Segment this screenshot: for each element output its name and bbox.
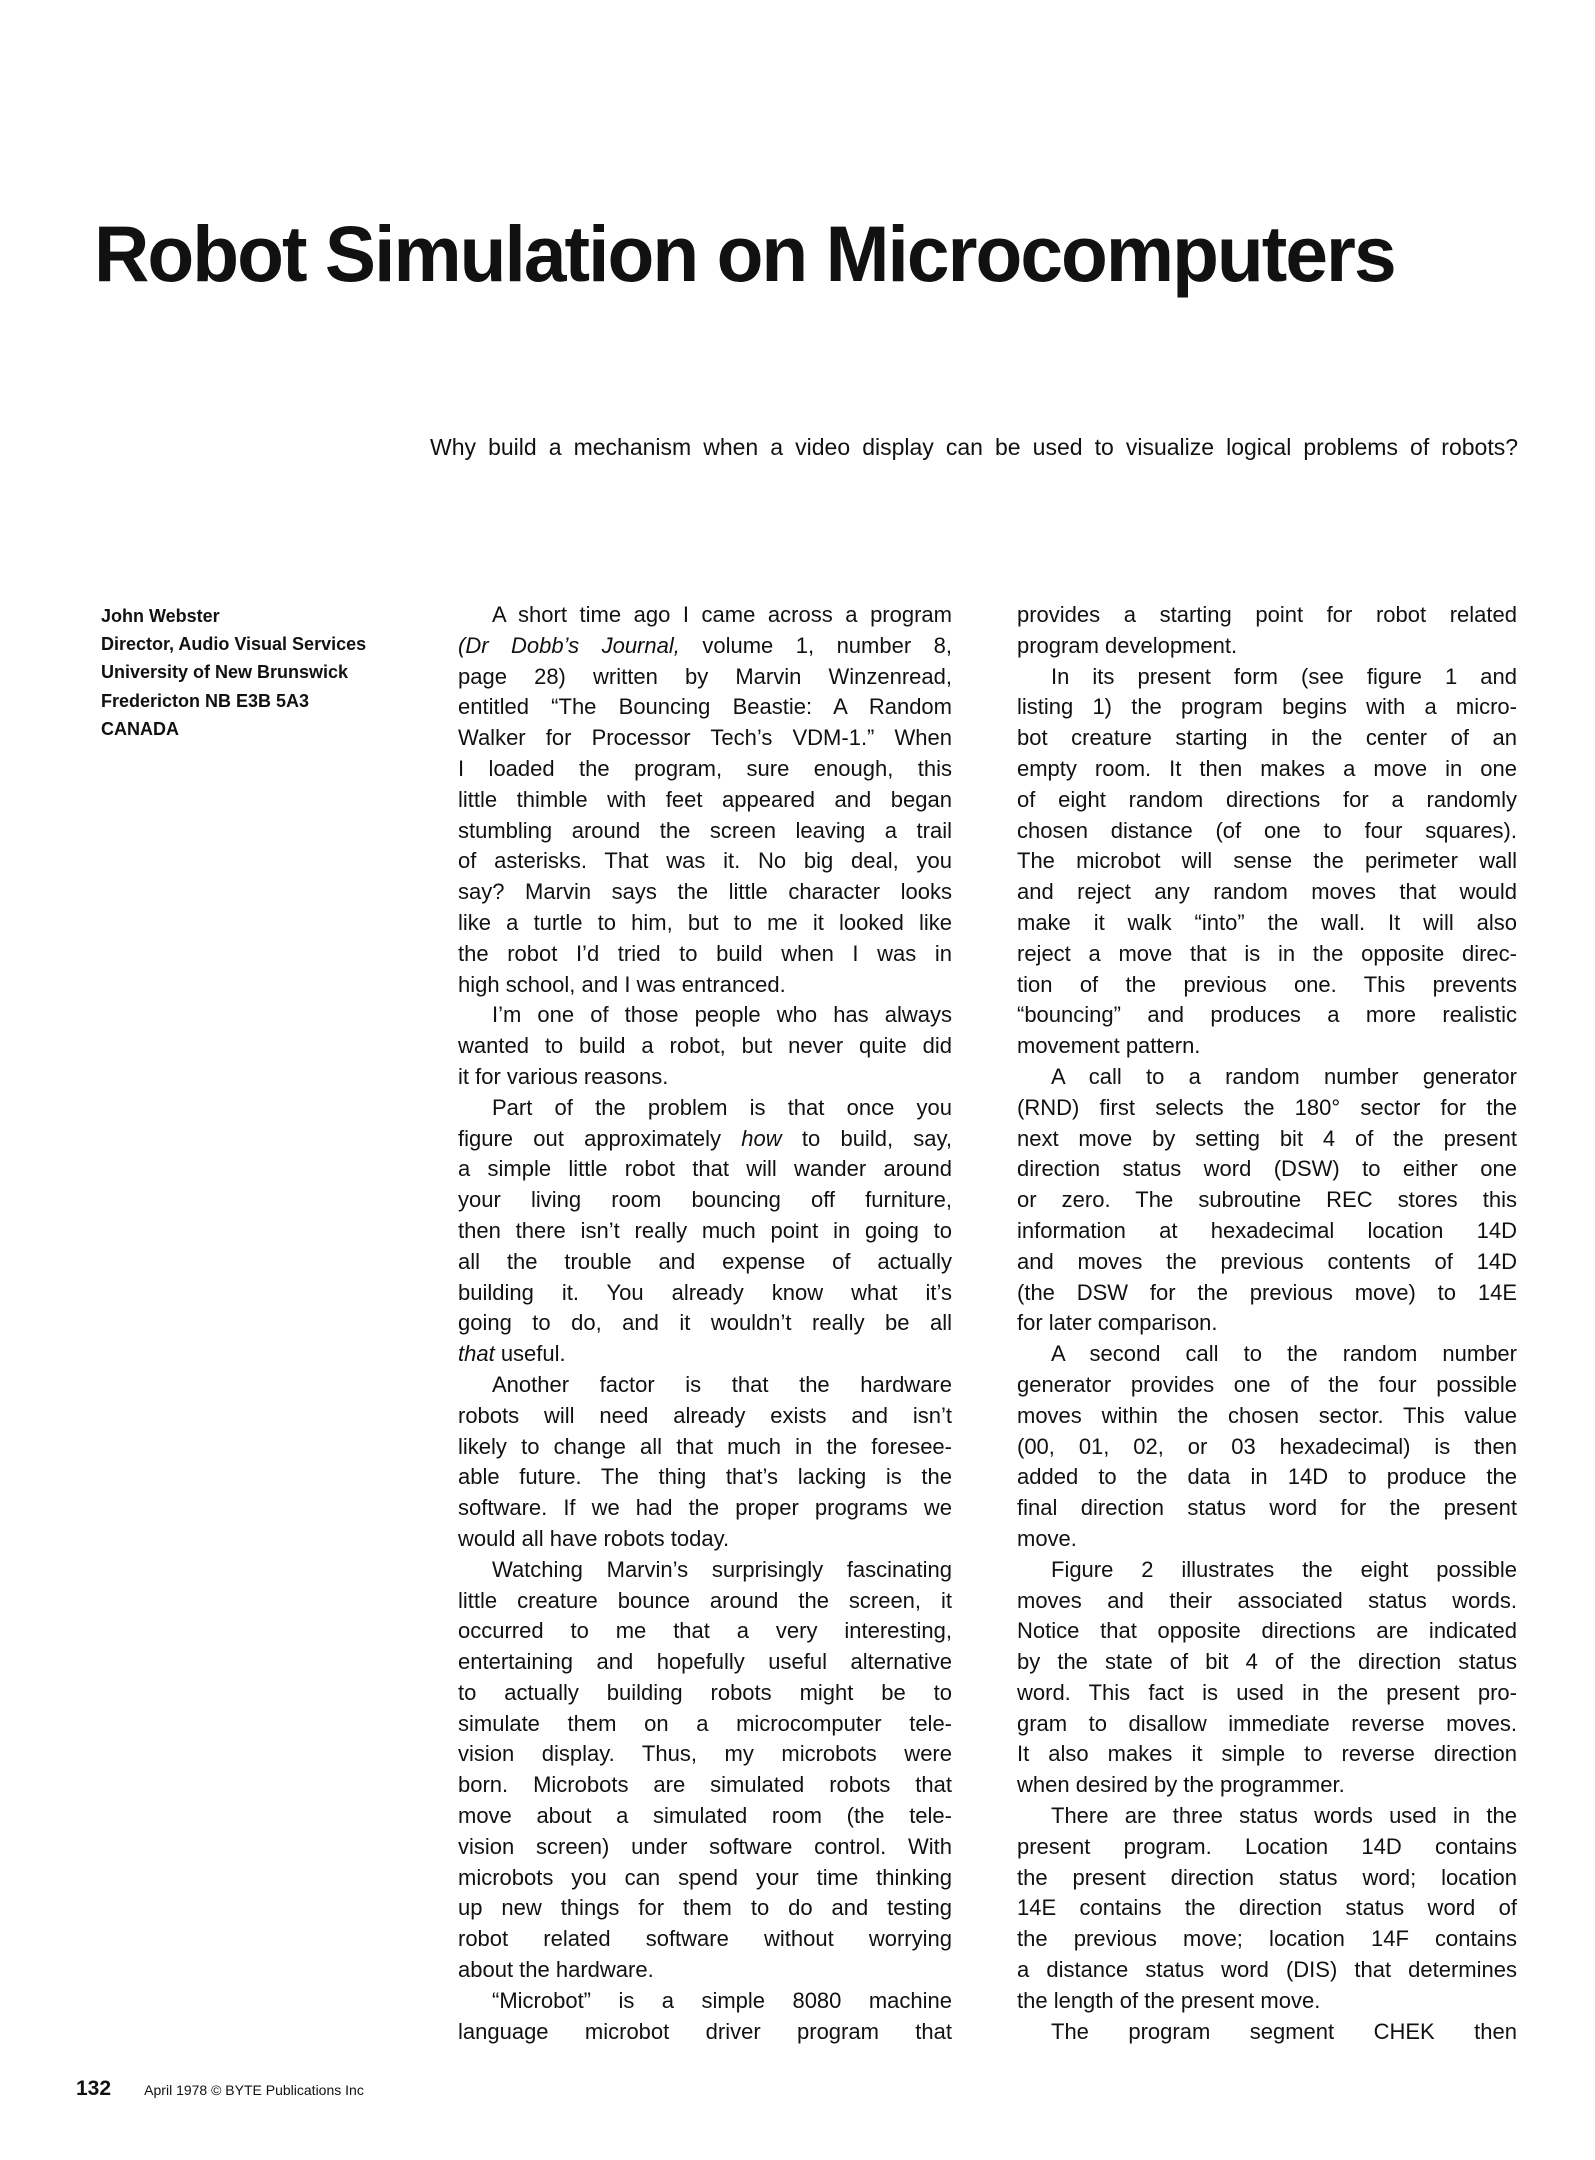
text-line: born. Microbots are simulated robots that [458, 1772, 952, 1798]
text-line: Another factor is that the hardware [492, 1371, 952, 1397]
text-line: stumbling around the screen leaving a trail [458, 817, 952, 843]
text-line: bot creature starting in the center of an [1017, 725, 1517, 751]
text-line: move about a simulated room (the tele- [458, 1803, 952, 1829]
text-line: A second call to the random number [1051, 1341, 1517, 1367]
text-line: gram to disallow immediate reverse moves. [1017, 1710, 1517, 1736]
text-line: going to do, and it wouldn’t really be all [458, 1310, 952, 1336]
text-line: software. If we had the proper programs we [458, 1495, 952, 1521]
text-line: like a turtle to him, but to me it looked like [458, 909, 952, 935]
author-address: Fredericton NB E3B 5A3 [101, 690, 310, 711]
author-country: CANADA [101, 718, 179, 739]
text-line: occurred to me that a very interesting, [458, 1618, 952, 1644]
text-line: the previous move; location 14F contains [1017, 1926, 1517, 1952]
author-title: Director, Audio Visual Services [101, 634, 367, 655]
text-line: microbots you can spend your time thinking [458, 1864, 952, 1890]
text-line: able future. The thing that’s lacking is the [458, 1464, 952, 1490]
paragraph [458, 1000, 952, 1092]
author-block [101, 602, 366, 743]
text-line: when desired by the programmer. [1017, 1772, 1345, 1798]
paragraph [1017, 1555, 1517, 1801]
paragraph [1017, 1801, 1517, 2017]
text-line: would all have robots today. [458, 1525, 730, 1551]
text-line: entitled “The Bouncing Beastie: A Random [458, 694, 952, 720]
text-line: (RND) first selects the 180° sector for the [1017, 1094, 1517, 1120]
text-line: move. [1017, 1525, 1077, 1551]
text-line: little thimble with feet appeared and began [458, 786, 952, 812]
text-line: I’m one of those people who has always [492, 1002, 952, 1028]
text-line: that useful. [458, 1341, 566, 1367]
text-line: and moves the previous contents of 14D [1017, 1248, 1517, 1274]
text-line: reject a move that is in the opposite direc- [1017, 940, 1517, 966]
text-line: and reject any random moves that would [1017, 879, 1517, 905]
text-line: wanted to build a robot, but never quite did [458, 1033, 952, 1059]
text-line: vision display. Thus, my microbots were [458, 1741, 952, 1767]
text-line: word. This fact is used in the present pro- [1017, 1679, 1517, 1705]
text-line: your living room bouncing off furniture, [458, 1187, 952, 1213]
text-line: Watching Marvin’s surprisingly fascinating [492, 1556, 952, 1582]
author-institution: University of New Brunswick [101, 662, 349, 683]
text-line: It also makes it simple to reverse direction [1017, 1741, 1517, 1767]
text-line: then there isn’t really much point in going to [458, 1217, 952, 1243]
text-line: a distance status word (DIS) that determines [1017, 1957, 1517, 1983]
text-line: (Dr Dobb’s Journal, volume 1, number 8, [458, 632, 952, 658]
text-line: about the hardware. [458, 1957, 654, 1983]
text-line: Notice that opposite directions are indicated [1017, 1618, 1517, 1644]
paragraph [1017, 1339, 1517, 1555]
text-line: added to the data in 14D to produce the [1017, 1464, 1517, 1490]
text-line: it for various reasons. [458, 1063, 669, 1089]
text-line: listing 1) the program begins with a micro- [1017, 694, 1517, 720]
text-line: In its present form (see figure 1 and [1051, 663, 1517, 689]
text-line: movement pattern. [1017, 1033, 1201, 1059]
text-line: of eight random directions for a randomly [1017, 786, 1517, 812]
text-line: or zero. The subroutine REC stores this [1017, 1187, 1517, 1213]
article-title: Robot Simulation on Microcomputers [94, 209, 1395, 298]
text-line: empty room. It then makes a move in one [1017, 755, 1517, 781]
text-line: “bouncing” and produces a more realistic [1017, 1002, 1517, 1028]
text-line: 14E contains the direction status word of [1017, 1895, 1517, 1921]
text-line: direction status word (DSW) to either one [1017, 1156, 1517, 1182]
text-line: “Microbot” is a simple 8080 machine [492, 1987, 952, 2013]
text-line: The program segment CHEK then [1051, 2018, 1517, 2044]
text-line: language microbot driver program that [458, 2018, 952, 2044]
text-line: vision screen) under software control. With [458, 1833, 952, 1859]
text-line: make it walk “into” the wall. It will also [1017, 909, 1517, 935]
paragraph [458, 600, 952, 1000]
text-line: Figure 2 illustrates the eight possible [1051, 1556, 1517, 1582]
text-line: A short time ago I came across a program [492, 602, 952, 627]
text-line: page 28) written by Marvin Winzenread, [458, 663, 952, 689]
text-line: robots will need already exists and isn’t [458, 1402, 952, 1428]
text-line: building it. You already know what it’s [458, 1279, 952, 1305]
paragraph [1017, 1062, 1517, 1339]
text-line: a simple little robot that will wander around [458, 1156, 952, 1182]
author-name: John Webster [101, 606, 220, 626]
text-line: Walker for Processor Tech’s VDM-1.” When [458, 725, 952, 751]
text-line: present program. Location 14D contains [1017, 1833, 1517, 1859]
text-line: Part of the problem is that once you [492, 1094, 952, 1120]
text-line: program development. [1017, 632, 1238, 658]
paragraph [458, 1093, 952, 1370]
text-line: moves within the chosen sector. This value [1017, 1402, 1517, 1428]
text-line: all the trouble and expense of actually [458, 1248, 952, 1274]
text-line: little creature bounce around the screen, it [458, 1587, 952, 1613]
body-column-2 [1017, 600, 1517, 2047]
text-line: I loaded the program, sure enough, this [458, 755, 952, 781]
text-line: say? Marvin says the little character looks [458, 879, 952, 905]
text-line: to actually building robots might be to [458, 1679, 952, 1705]
paragraph [458, 1986, 952, 2048]
text-line: The microbot will sense the perimeter wall [1017, 848, 1517, 874]
text-line: the robot I’d tried to build when I was in [458, 940, 952, 966]
text-line: robot related software without worrying [458, 1926, 952, 1952]
paragraph [1017, 662, 1517, 1062]
text-line: There are three status words used in the [1051, 1803, 1517, 1829]
text-line: tion of the previous one. This prevents [1017, 971, 1517, 997]
page-footer [76, 2077, 364, 2101]
text-line: of asterisks. That was it. No big deal, you [458, 848, 952, 874]
text-line: the present direction status word; location [1017, 1864, 1517, 1890]
text-line: next move by setting bit 4 of the present [1017, 1125, 1517, 1151]
text-line: high school, and I was entranced. [458, 971, 786, 997]
paragraph [458, 1555, 952, 1986]
text-line: (00, 01, 02, or 03 hexadecimal) is then [1017, 1433, 1517, 1459]
text-line: by the state of bit 4 of the direction status [1017, 1649, 1517, 1675]
paragraph [1017, 600, 1517, 662]
body-column-1 [458, 600, 952, 2047]
text-line: figure out approximately how to build, say, [458, 1125, 953, 1151]
article-subtitle: Why build a mechanism when a video display can be used to visualize logical problems of robots? [430, 434, 1518, 460]
paragraph [1017, 2017, 1517, 2048]
text-line: up new things for them to do and testing [458, 1895, 952, 1921]
text-line: entertaining and hopefully useful alternative [458, 1649, 952, 1675]
text-line: (the DSW for the previous move) to 14E [1017, 1279, 1517, 1305]
text-line: likely to change all that much in the foresee- [458, 1433, 952, 1459]
text-line: final direction status word for the present [1017, 1495, 1517, 1521]
footer-credit: April 1978 © BYTE Publications Inc [144, 2082, 364, 2098]
text-line: simulate them on a microcomputer tele- [458, 1710, 952, 1736]
text-line: moves and their associated status words. [1017, 1587, 1517, 1613]
text-line: information at hexadecimal location 14D [1017, 1217, 1517, 1243]
text-line: provides a starting point for robot related [1017, 602, 1517, 627]
text-line: A call to a random number generator [1051, 1063, 1517, 1089]
text-line: the length of the present move. [1017, 1987, 1321, 2013]
text-line: for later comparison. [1017, 1310, 1218, 1336]
text-line: generator provides one of the four possible [1017, 1371, 1517, 1397]
paragraph [458, 1370, 952, 1555]
text-line: chosen distance (of one to four squares). [1017, 817, 1517, 843]
page-number: 132 [76, 2077, 112, 2100]
